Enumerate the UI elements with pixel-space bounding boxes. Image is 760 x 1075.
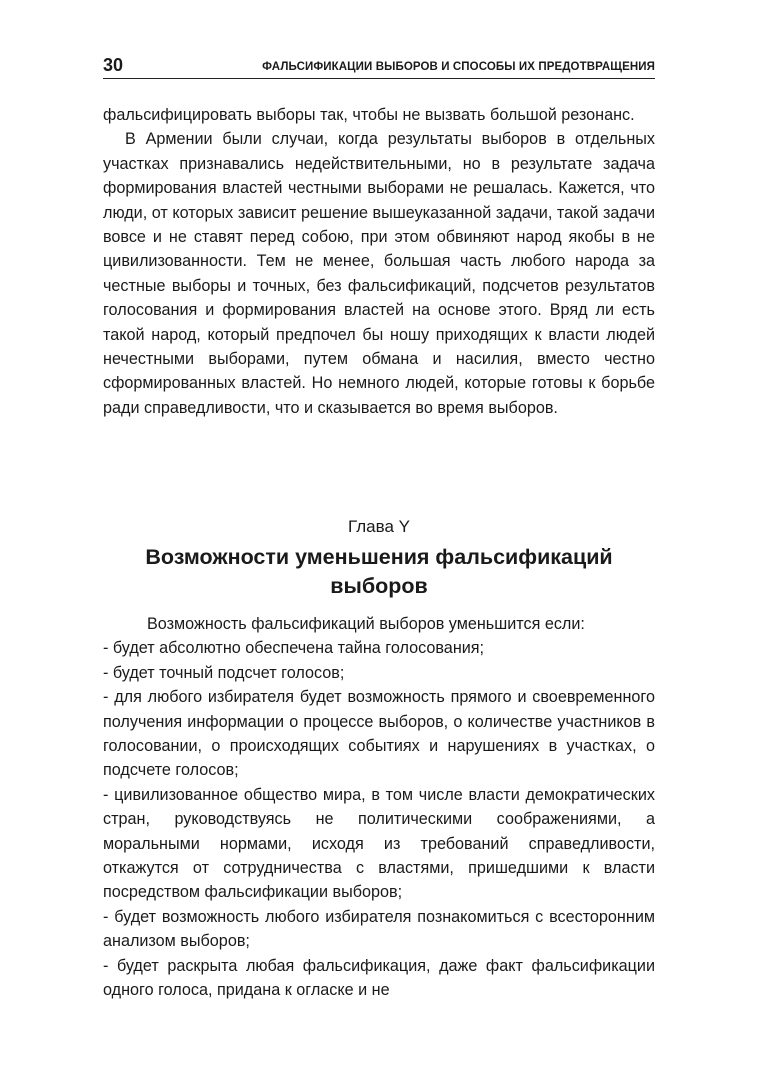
list-item: - будет абсолютно обеспечена тайна голосования; (103, 639, 485, 658)
list-item: - будет возможность любого избирателя познакомиться с всесторонним анализом выборов; (103, 907, 655, 951)
paragraph-armenia: В Армении были случаи, когда результаты выборов в отдельных участках признавались недействительными, но в результате задача формирования властей честными выборами не решалась. Кажется, что люди, от которых зависит решение вышеуказанной задачи, такой задачи вовсе и не ставят перед собою, при этом обвиняют народ якобы в не цивилизованности. Тем не менее, большая часть любого народа за честные выборы и точных, без фальсификаций, подсчетов результатов голосования и формирования властей на основе этого. Вряд ли есть такой народ, который предпочел бы ношу приходящих к власти людей нечестными выборами, путем обмана и насилия, вместо честно сформированных властей. Но немного людей, которые готовы к борьбе ради справедливости, что и сказывается во время выборов. (103, 130, 655, 417)
list-item: - будет раскрыта любая фальсификация, даже факт фальсификации одного голоса, придана к огласке и не (103, 956, 655, 1000)
conditions-lead: Возможность фальсификаций выборов уменьшится если: (147, 615, 585, 633)
page-number: 30 (103, 55, 124, 75)
text-block-intro (103, 103, 655, 420)
paragraph-continuation: фальсифицировать выборы так, чтобы не вызвать большой резонанс. (103, 106, 635, 124)
list-item: - будет точный подсчет голосов; (103, 663, 345, 682)
text-block-conditions (103, 612, 655, 1003)
chapter-title: Возможности уменьшения фальсификаций выборов (145, 545, 613, 598)
page-header (103, 54, 655, 79)
list-item: - цивилизованное общество мира, в том числе власти демократических стран, руководствуясь не политическими соображениями, а моральными нормами, исходя из требований справедливости, откажутся от сотрудничества с властями, пришедшими к власти посредством фальсификации выборов; (103, 785, 655, 902)
running-title: ФАЛЬСИФИКАЦИИ ВЫБОРОВ И СПОСОБЫ ИХ ПРЕДОТВРАЩЕНИЯ (262, 61, 655, 73)
chapter-label: Глава Y (348, 517, 410, 536)
list-item: - для любого избирателя будет возможность прямого и своевременного получения информации о процессе выборов, о количестве участников в голосовании, о происходящих событиях и нарушениях в участках, о подсчете голосов; (103, 688, 655, 780)
